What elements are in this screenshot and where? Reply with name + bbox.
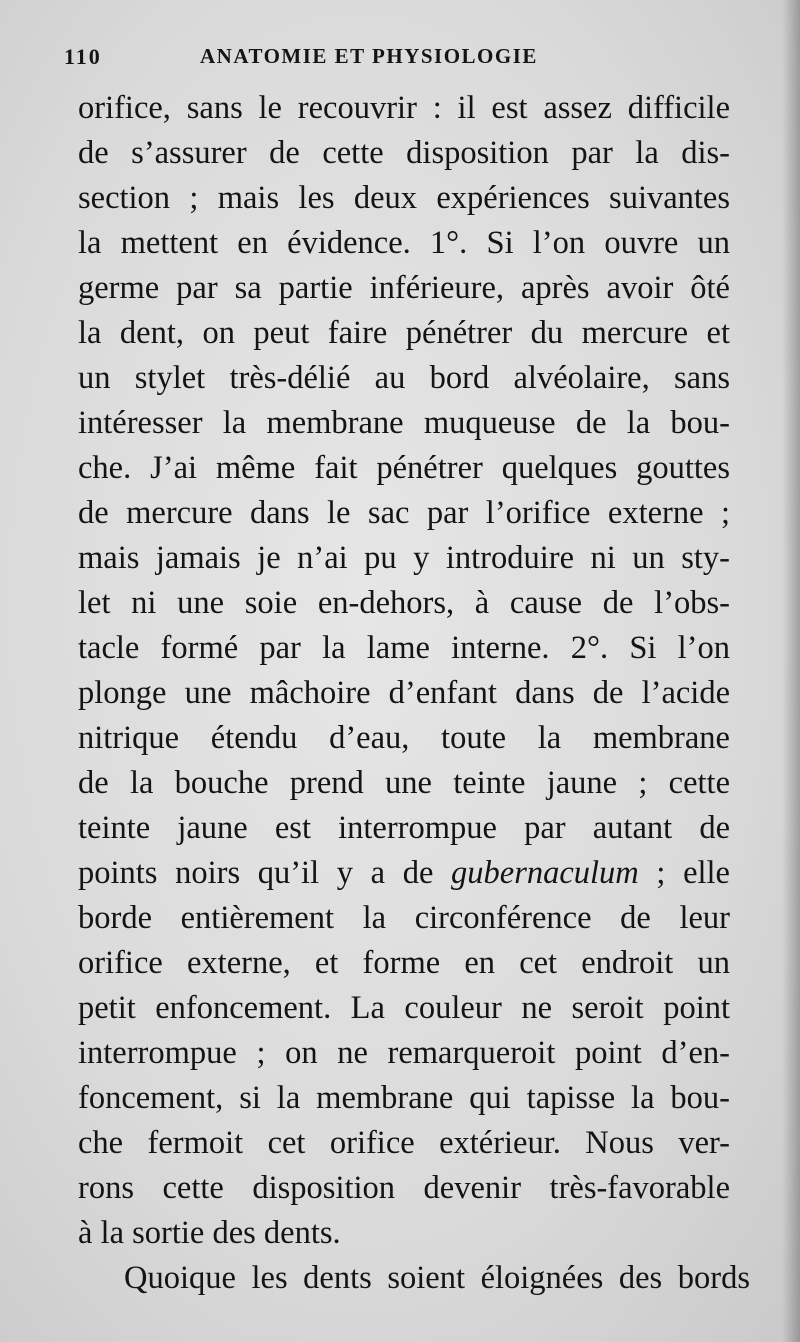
italic-term: gubernaculum — [451, 855, 639, 891]
page-gutter-shadow — [782, 0, 800, 1342]
text-line: germe par sa partie inférieure, après avoir ôté — [78, 270, 730, 306]
text-line: tacle formé par la lame interne. 2°. Si l’on — [78, 630, 730, 666]
text-line: intéresser la membrane muqueuse de la bou- — [78, 405, 730, 441]
text-line: borde entièrement la circonférence de leur — [78, 900, 730, 936]
text-line: orifice, sans le recouvrir : il est assez difficile — [78, 90, 730, 126]
text-line: petit enfoncement. La couleur ne seroit point — [78, 990, 730, 1026]
text-line: un stylet très-délié au bord alvéolaire, sans — [78, 360, 730, 396]
text-segment: ; elle — [638, 855, 730, 891]
text-line: rons cette disposition devenir très-favorable — [78, 1170, 730, 1206]
page-header — [64, 44, 624, 78]
page-number: 110 — [64, 44, 102, 69]
text-line: interrompue ; on ne remarqueroit point d’en- — [78, 1035, 730, 1071]
text-line: la dent, on peut faire pénétrer du mercure et — [78, 315, 730, 351]
text-line: de la bouche prend une teinte jaune ; cette — [78, 765, 730, 801]
paragraph-start-line: Quoique les dents soient éloignées des bords — [124, 1260, 750, 1296]
text-line: teinte jaune est interrompue par autant de — [78, 810, 730, 846]
text-line — [78, 851, 730, 895]
text-line: nitrique étendu d’eau, toute la membrane — [78, 720, 730, 756]
text-line: plonge une mâchoire d’enfant dans de l’acide — [78, 675, 730, 711]
text-segment: points noirs qu’il y a de — [78, 855, 452, 891]
text-line: mais jamais je n’ai pu y introduire ni un sty- — [78, 540, 730, 576]
text-line: la mettent en évidence. 1°. Si l’on ouvre un — [78, 225, 730, 261]
text-line: orifice externe, et forme en cet endroit un — [78, 945, 730, 981]
text-line: che fermoit cet orifice extérieur. Nous ver- — [78, 1125, 730, 1161]
text-line: che. J’ai même fait pénétrer quelques gouttes — [78, 450, 730, 486]
text-line: foncement, si la membrane qui tapisse la bou- — [78, 1080, 730, 1116]
text-line: de mercure dans le sac par l’orifice externe ; — [78, 495, 730, 531]
text-line: à la sortie des dents. — [78, 1215, 341, 1251]
text-line: let ni une soie en-dehors, à cause de l’obs- — [78, 585, 730, 621]
text-line: section ; mais les deux expériences suivantes — [78, 180, 730, 216]
running-head: ANATOMIE ET PHYSIOLOGIE — [200, 44, 538, 68]
text-line: de s’assurer de cette disposition par la dis- — [78, 135, 730, 171]
